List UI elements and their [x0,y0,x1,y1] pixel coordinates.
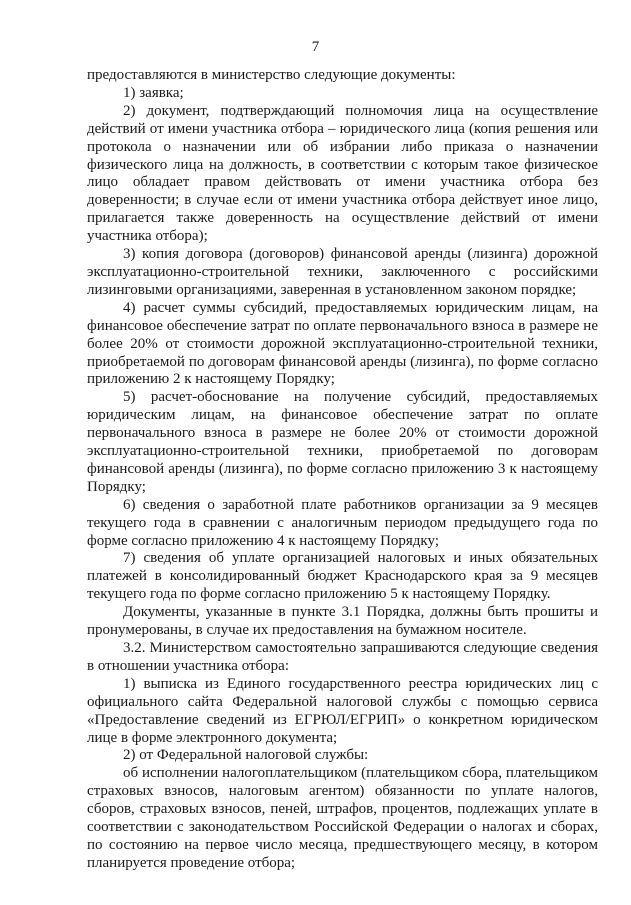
paragraph: 3) копия договора (договоров) финансовой аренды (лизинга) дорожной эксплуатационно-строительной техники, заключенного с российскими лизинговыми организациями, заверенная в установленном законом порядке; [87,246,598,298]
paragraph: Документы, указанные в пункте 3.1 Порядка, должны быть прошиты и пронумерованы, в случае их предоставления на бумажном носителе. [87,604,598,639]
paragraph: 6) сведения о заработной плате работников организации за 9 месяцев текущего года в сравнении с аналогичным периодом предыдущего года по форме согласно приложению 4 к настоящему Порядку; [87,496,598,549]
paragraph: об исполнении налогоплательщиком (плательщиком сбора, плательщиком страховых взносов, налоговым агентом) обязанности по уплате налогов, сборов, страховых взносов, пеней, штрафов, процентов, подлежащих уплате в соответствии с законодательством Российской Федерации о налогах и сборах, по состоянию на первое число месяца, предшествующего месяцу, в котором планируется проведение отбора; [87,765,598,871]
paragraph: предоставляются в министерство следующие документы: [87,67,456,83]
document-body [87,67,598,873]
paragraph: 4) расчет суммы субсидий, предоставляемых юридическим лицам, на финансовое обеспечение затрат по оплате первоначального взноса в размере не более 20% от стоимости дорожной эксплуатационно-строительной техники, приобретаемой по договорам финансовой аренды (лизинга), по форме согласно приложению 2 к настоящему Порядку; [87,299,598,388]
page-number: 7 [311,39,320,55]
paragraph: 5) расчет-обоснование на получение субсидий, предоставляемых юридическим лицам, на финансовое обеспечение затрат по оплате первоначального взноса в размере не более 20% от стоимости дорожной эксплуатационно-строительной техники, приобретаемой по договорам финансовой аренды (лизинга), по форме согласно приложению 3 к настоящему Порядку; [87,389,598,495]
paragraph: 7) сведения об уплате организацией налоговых и иных обязательных платежей в консолидированный бюджет Краснодарского края за 9 месяцев текущего года по форме согласно приложению 5 к настоящему Порядку. [87,550,598,603]
paragraph: 1) заявка; [123,84,184,101]
paragraph: 3.2. Министерством самостоятельно запрашиваются следующие сведения в отношении участника отбора: [87,640,598,674]
paragraph: 2) от Федеральной налоговой службы: [123,747,369,764]
paragraph: 2) документ, подтверждающий полномочия лица на осуществление действий от имени участника отбора – юридического лица (копия решения или протокола о назначении или об избрании либо приказа о назначении физического лица на должность, в соответствии с которым такое физическое лицо обладает правом действовать от имени участника отбора без доверенности; в случае если от имени участника отбора действует иное лицо, прилагается также доверенность на осуществление действий от имени участника отбора); [87,102,598,245]
paragraph: 1) выписка из Единого государственного реестра юридических лиц с официального сайта Федеральной налоговой службы с помощью сервиса «Предоставление сведений из ЕГРЮЛ/ЕГРИП» о конкретном юридическом лице в форме электронного документа; [87,675,598,746]
